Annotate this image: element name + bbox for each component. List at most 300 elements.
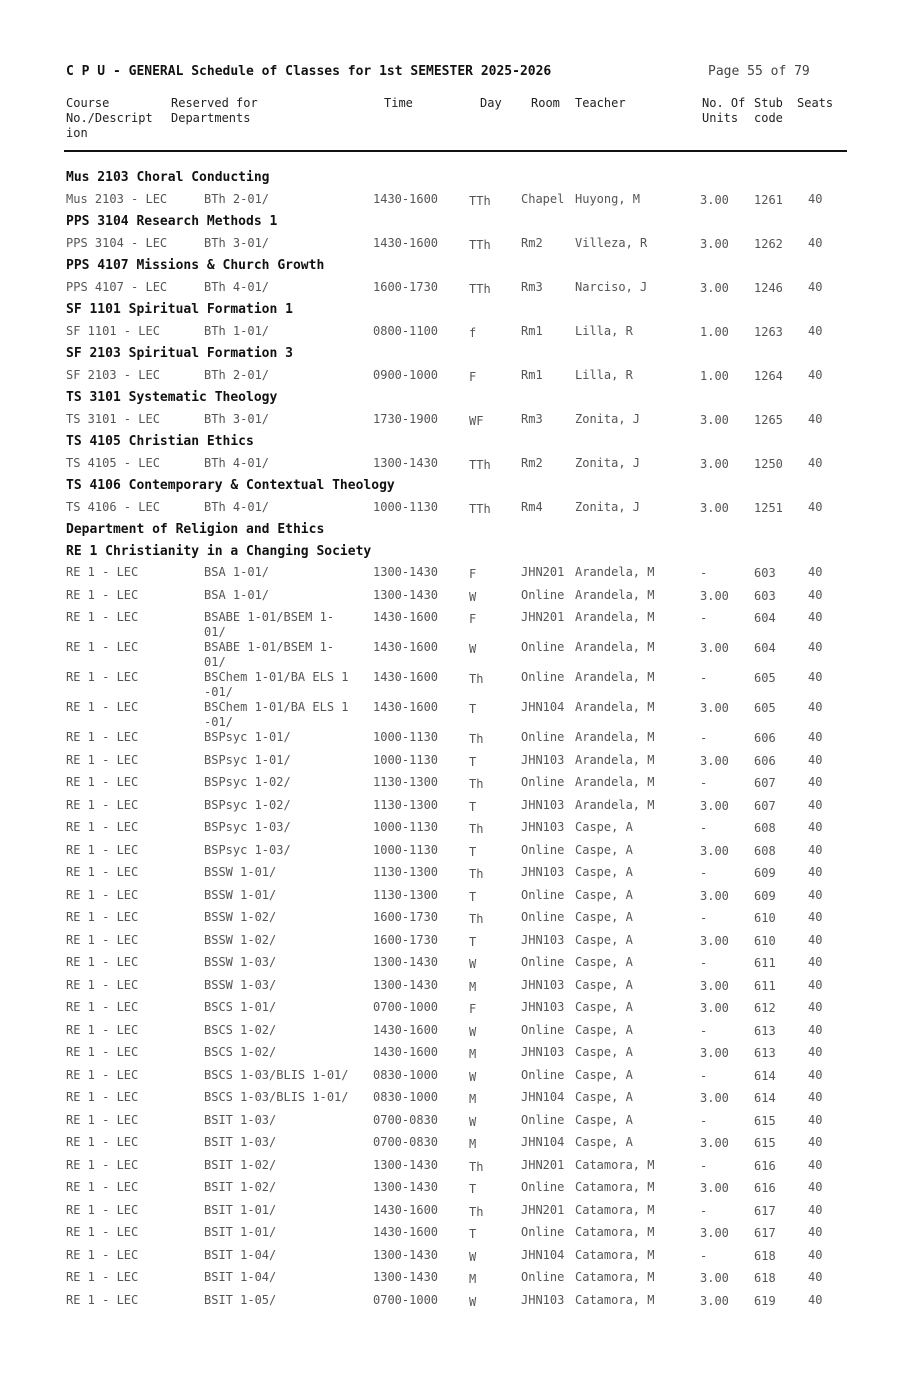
seats-cell: 40	[808, 1112, 823, 1127]
teacher-cell: Arandela, M	[575, 670, 655, 684]
stub-cell: 614	[754, 1091, 776, 1105]
teacher-cell: Arandela, M	[575, 775, 655, 789]
day-cell: M	[469, 1092, 477, 1106]
units-cell: 3.00	[700, 588, 729, 603]
teacher-cell: Arandela, M	[575, 752, 655, 767]
teacher-cell: Catamora, M	[575, 1292, 655, 1307]
units-cell: 3.00	[700, 456, 729, 471]
stub-cell: 1246	[754, 280, 783, 295]
teacher-cell: Zonita, J	[575, 455, 641, 470]
course-cell: RE 1 - LEC	[66, 700, 139, 714]
reserved-cell: BTh 1-01/	[204, 323, 270, 338]
stub-cell: 616	[754, 1181, 776, 1195]
stub-cell: 614	[754, 1068, 776, 1083]
seats-cell: 40	[808, 367, 823, 382]
room-cell: Online	[521, 1225, 565, 1239]
day-cell: WF	[469, 413, 484, 428]
units-cell: 3.00	[700, 1271, 729, 1285]
reserved-cell: BSIT 1-05/	[204, 1292, 277, 1307]
column-header-teacher: Teacher	[575, 96, 626, 110]
teacher-cell: Arandela, M	[575, 610, 655, 624]
teacher-cell: Villeza, R	[575, 235, 648, 250]
seats-cell: 40	[808, 1225, 823, 1239]
room-cell: JHN103	[521, 1045, 565, 1059]
day-cell: TTh	[469, 501, 491, 516]
reserved-cell: BSPsyc 1-01/	[204, 730, 291, 744]
stub-cell: 613	[754, 1046, 776, 1060]
room-cell: Rm4	[521, 499, 543, 514]
time-cell: 1430-1600	[373, 700, 439, 714]
reserved-cell: BSIT 1-02/	[204, 1157, 277, 1172]
units-cell: 3.00	[700, 1181, 729, 1195]
course-cell: RE 1 - LEC	[66, 1090, 139, 1104]
course-heading: Department of Religion and Ethics	[66, 522, 325, 537]
day-cell: W	[469, 589, 477, 604]
units-cell: -	[700, 731, 708, 745]
day-cell: TTh	[469, 457, 491, 472]
time-cell: 1300-1430	[373, 1247, 439, 1262]
day-cell: M	[469, 979, 477, 994]
time-cell: 1300-1430	[373, 565, 439, 579]
room-cell: Online	[521, 842, 565, 857]
teacher-cell: Arandela, M	[575, 730, 655, 744]
course-cell: RE 1 - LEC	[66, 670, 139, 684]
time-cell: 1130-1300	[373, 865, 439, 879]
seats-cell: 40	[808, 1157, 823, 1172]
stub-cell: 1262	[754, 236, 783, 251]
course-heading: RE 1 Christianity in a Changing Society	[66, 543, 372, 559]
units-cell: -	[700, 821, 708, 835]
stub-cell: 607	[754, 776, 776, 790]
teacher-cell: Lilla, R	[575, 367, 633, 382]
day-cell: Th	[469, 672, 484, 686]
reserved-cell: BSPsyc 1-03/	[204, 820, 291, 834]
seats-cell: 40	[808, 565, 823, 579]
column-header-reserved: Reserved for Departments	[171, 96, 258, 125]
room-cell: Online	[521, 670, 565, 684]
reserved-cell: BSPsyc 1-01/	[204, 752, 291, 767]
units-cell: -	[700, 1113, 708, 1128]
course-cell: RE 1 - LEC	[66, 1000, 139, 1014]
seats-cell: 40	[808, 752, 823, 767]
teacher-cell: Narciso, J	[575, 279, 648, 294]
seats-cell: 40	[808, 977, 823, 992]
seats-cell: 40	[808, 910, 823, 924]
stub-cell: 618	[754, 1248, 776, 1263]
course-cell: RE 1 - LEC	[66, 610, 139, 624]
units-cell: 3.00	[700, 843, 729, 858]
room-cell: JHN201	[521, 610, 565, 624]
reserved-cell: BSSW 1-01/	[204, 887, 277, 902]
day-cell: T	[469, 702, 477, 716]
room-cell: Online	[521, 1022, 565, 1037]
seats-cell: 40	[808, 730, 823, 744]
stub-cell: 1265	[754, 412, 783, 427]
reserved-cell: BSCS 1-02/	[204, 1045, 277, 1059]
stub-cell: 613	[754, 1023, 776, 1038]
course-heading: SF 1101 Spiritual Formation 1	[66, 302, 293, 317]
seats-cell: 40	[808, 235, 823, 250]
time-cell: 1430-1600	[373, 640, 439, 654]
seats-cell: 40	[808, 887, 823, 902]
day-cell: W	[469, 1114, 477, 1129]
teacher-cell: Caspe, A	[575, 1135, 633, 1149]
day-cell: F	[469, 369, 477, 384]
stub-cell: 1250	[754, 456, 783, 471]
stub-cell: 604	[754, 641, 776, 655]
teacher-cell: Arandela, M	[575, 640, 655, 654]
day-cell: f	[469, 325, 477, 340]
column-header-room: Room	[531, 96, 560, 110]
reserved-cell: BTh 2-01/	[204, 367, 270, 382]
teacher-cell: Caspe, A	[575, 1022, 633, 1037]
course-heading: TS 4105 Christian Ethics	[66, 434, 254, 449]
day-cell: W	[469, 1024, 477, 1039]
units-cell: 3.00	[700, 1046, 729, 1060]
seats-cell: 40	[808, 1270, 823, 1284]
day-cell: T	[469, 754, 477, 769]
room-cell: JHN104	[521, 700, 565, 714]
day-cell: T	[469, 844, 477, 859]
teacher-cell: Catamora, M	[575, 1270, 655, 1284]
reserved-cell: BSPsyc 1-02/	[204, 797, 291, 812]
units-cell: -	[700, 956, 708, 970]
column-header-units: No. Of Units	[702, 96, 746, 125]
time-cell: 1000-1130	[373, 730, 439, 744]
teacher-cell: Caspe, A	[575, 1045, 633, 1059]
course-cell: RE 1 - LEC	[66, 1270, 139, 1284]
course-heading: PPS 4107 Missions & Church Growth	[66, 258, 325, 273]
reserved-cell: BSPsyc 1-03/	[204, 842, 291, 857]
page-header-title: C P U - GENERAL Schedule of Classes for 1st SEMESTER 2025-2026	[66, 64, 552, 79]
time-cell: 1430-1600	[373, 670, 439, 684]
time-cell: 1000-1130	[373, 820, 439, 834]
time-cell: 1000-1130	[373, 842, 439, 857]
reserved-cell: BSIT 1-01/	[204, 1225, 277, 1239]
room-cell: JHN201	[521, 565, 565, 579]
teacher-cell: Catamora, M	[575, 1225, 655, 1239]
day-cell: Th	[469, 912, 484, 926]
seats-cell: 40	[808, 640, 823, 654]
stub-cell: 611	[754, 956, 776, 970]
day-cell: Th	[469, 732, 484, 746]
reserved-cell: BSABE 1-01/BSEM 1- 01/	[204, 610, 335, 639]
units-cell: -	[700, 1158, 708, 1173]
teacher-cell: Catamora, M	[575, 1157, 655, 1172]
units-cell: 3.00	[700, 412, 729, 427]
seats-cell: 40	[808, 670, 823, 684]
teacher-cell: Caspe, A	[575, 842, 633, 857]
teacher-cell: Caspe, A	[575, 910, 633, 924]
time-cell: 0800-1100	[373, 323, 439, 338]
units-cell: 3.00	[700, 978, 729, 993]
reserved-cell: BSIT 1-01/	[204, 1202, 277, 1217]
time-cell: 1600-1730	[373, 932, 439, 947]
teacher-cell: Huyong, M	[575, 191, 641, 206]
course-cell: TS 4105 - LEC	[66, 455, 160, 470]
stub-cell: 610	[754, 911, 776, 925]
teacher-cell: Arandela, M	[575, 587, 655, 602]
course-cell: RE 1 - LEC	[66, 1225, 139, 1239]
room-cell: Chapel	[521, 191, 565, 206]
course-cell: RE 1 - LEC	[66, 932, 139, 947]
stub-cell: 603	[754, 566, 776, 580]
units-cell: 3.00	[700, 500, 729, 515]
seats-cell: 40	[808, 1067, 823, 1082]
column-header-time: Time	[384, 96, 413, 110]
time-cell: 0700-0830	[373, 1112, 439, 1127]
reserved-cell: BTh 2-01/	[204, 191, 270, 206]
stub-cell: 615	[754, 1136, 776, 1150]
units-cell: -	[700, 1203, 708, 1218]
course-cell: RE 1 - LEC	[66, 865, 139, 879]
time-cell: 1300-1430	[373, 977, 439, 992]
course-cell: RE 1 - LEC	[66, 752, 139, 767]
time-cell: 0830-1000	[373, 1067, 439, 1082]
time-cell: 1430-1600	[373, 1022, 439, 1037]
units-cell: -	[700, 611, 708, 625]
time-cell: 1600-1730	[373, 279, 439, 294]
day-cell: F	[469, 612, 477, 626]
day-cell: T	[469, 799, 477, 814]
time-cell: 0830-1000	[373, 1090, 439, 1104]
units-cell: -	[700, 866, 708, 880]
room-cell: JHN103	[521, 1000, 565, 1014]
units-cell: 3.00	[700, 1293, 729, 1308]
room-cell: JHN103	[521, 865, 565, 879]
day-cell: W	[469, 1294, 477, 1309]
stub-cell: 608	[754, 821, 776, 835]
column-header-day: Day	[480, 96, 502, 110]
stub-cell: 617	[754, 1226, 776, 1240]
units-cell: 3.00	[700, 798, 729, 813]
course-cell: RE 1 - LEC	[66, 1067, 139, 1082]
time-cell: 1430-1600	[373, 1202, 439, 1217]
time-cell: 1430-1600	[373, 235, 439, 250]
time-cell: 1300-1430	[373, 1180, 439, 1194]
day-cell: TTh	[469, 281, 491, 296]
units-cell: 3.00	[700, 1136, 729, 1150]
room-cell: Online	[521, 1270, 565, 1284]
room-cell: Rm1	[521, 367, 543, 382]
seats-cell: 40	[808, 932, 823, 947]
reserved-cell: BSA 1-01/	[204, 565, 270, 579]
reserved-cell: BSCS 1-01/	[204, 1000, 277, 1014]
teacher-cell: Caspe, A	[575, 865, 633, 879]
time-cell: 0700-0830	[373, 1135, 439, 1149]
seats-cell: 40	[808, 1045, 823, 1059]
reserved-cell: BTh 3-01/	[204, 235, 270, 250]
room-cell: JHN104	[521, 1090, 565, 1104]
teacher-cell: Arandela, M	[575, 797, 655, 812]
course-cell: RE 1 - LEC	[66, 587, 139, 602]
time-cell: 1300-1430	[373, 587, 439, 602]
units-cell: -	[700, 671, 708, 685]
day-cell: F	[469, 567, 477, 581]
reserved-cell: BSA 1-01/	[204, 587, 270, 602]
room-cell: Rm3	[521, 411, 543, 426]
teacher-cell: Caspe, A	[575, 977, 633, 992]
seats-cell: 40	[808, 191, 823, 206]
room-cell: JHN103	[521, 820, 565, 834]
units-cell: 3.00	[700, 1001, 729, 1015]
units-cell: 3.00	[700, 280, 729, 295]
day-cell: W	[469, 642, 477, 656]
stub-cell: 606	[754, 753, 776, 768]
day-cell: F	[469, 1002, 477, 1016]
room-cell: JHN104	[521, 1247, 565, 1262]
reserved-cell: BSIT 1-04/	[204, 1247, 277, 1262]
column-header-seats: Seats	[797, 96, 834, 110]
teacher-cell: Catamora, M	[575, 1180, 655, 1194]
stub-cell: 611	[754, 978, 776, 993]
course-heading: PPS 3104 Research Methods 1	[66, 214, 278, 229]
time-cell: 0900-1000	[373, 367, 439, 382]
reserved-cell: BSSW 1-03/	[204, 955, 277, 969]
course-cell: RE 1 - LEC	[66, 1292, 139, 1307]
day-cell: T	[469, 934, 477, 949]
room-cell: Online	[521, 1180, 565, 1194]
column-header-course: Course No./Descript ion	[66, 96, 153, 140]
course-cell: RE 1 - LEC	[66, 977, 139, 992]
reserved-cell: BSChem 1-01/BA ELS 1 -01/	[204, 700, 349, 729]
units-cell: 3.00	[700, 236, 729, 251]
course-cell: RE 1 - LEC	[66, 1157, 139, 1172]
seats-cell: 40	[808, 820, 823, 834]
room-cell: Rm1	[521, 323, 543, 338]
reserved-cell: BSSW 1-02/	[204, 910, 277, 924]
course-cell: RE 1 - LEC	[66, 1022, 139, 1037]
time-cell: 1430-1600	[373, 191, 439, 206]
teacher-cell: Caspe, A	[575, 1112, 633, 1127]
reserved-cell: BTh 4-01/	[204, 279, 270, 294]
day-cell: M	[469, 1047, 477, 1061]
time-cell: 1300-1430	[373, 455, 439, 470]
teacher-cell: Caspe, A	[575, 1090, 633, 1104]
course-cell: RE 1 - LEC	[66, 1112, 139, 1127]
stub-cell: 616	[754, 1158, 776, 1173]
course-cell: RE 1 - LEC	[66, 910, 139, 924]
units-cell: 3.00	[700, 933, 729, 948]
course-cell: RE 1 - LEC	[66, 887, 139, 902]
units-cell: -	[700, 566, 708, 580]
course-cell: RE 1 - LEC	[66, 1202, 139, 1217]
time-cell: 1000-1130	[373, 752, 439, 767]
seats-cell: 40	[808, 279, 823, 294]
day-cell: Th	[469, 822, 484, 836]
room-cell: JHN103	[521, 797, 565, 812]
course-cell: SF 1101 - LEC	[66, 323, 160, 338]
reserved-cell: BSIT 1-03/	[204, 1135, 277, 1149]
course-cell: RE 1 - LEC	[66, 565, 139, 579]
time-cell: 1000-1130	[373, 499, 439, 514]
reserved-cell: BSIT 1-04/	[204, 1270, 277, 1284]
course-cell: Mus 2103 - LEC	[66, 191, 168, 206]
stub-cell: 1251	[754, 500, 783, 515]
seats-cell: 40	[808, 1247, 823, 1262]
day-cell: T	[469, 889, 477, 904]
units-cell: -	[700, 1248, 708, 1263]
time-cell: 1300-1430	[373, 1157, 439, 1172]
seats-cell: 40	[808, 1202, 823, 1217]
units-cell: 3.00	[700, 1226, 729, 1240]
course-cell: RE 1 - LEC	[66, 640, 139, 654]
reserved-cell: BSCS 1-03/BLIS 1-01/	[204, 1067, 349, 1082]
room-cell: Online	[521, 587, 565, 602]
course-cell: TS 4106 - LEC	[66, 499, 160, 514]
room-cell: Rm3	[521, 279, 543, 294]
seats-cell: 40	[808, 1090, 823, 1104]
stub-cell: 618	[754, 1271, 776, 1285]
course-cell: RE 1 - LEC	[66, 1247, 139, 1262]
day-cell: M	[469, 1272, 477, 1286]
reserved-cell: BSSW 1-03/	[204, 977, 277, 992]
seats-cell: 40	[808, 610, 823, 624]
course-heading: SF 2103 Spiritual Formation 3	[66, 346, 293, 361]
units-cell: 3.00	[700, 888, 729, 903]
time-cell: 1430-1600	[373, 610, 439, 624]
units-cell: 3.00	[700, 753, 729, 768]
room-cell: JHN103	[521, 977, 565, 992]
course-cell: RE 1 - LEC	[66, 955, 139, 969]
seats-cell: 40	[808, 1135, 823, 1149]
time-cell: 1600-1730	[373, 910, 439, 924]
teacher-cell: Lilla, R	[575, 323, 633, 338]
time-cell: 1300-1430	[373, 955, 439, 969]
course-cell: RE 1 - LEC	[66, 775, 139, 789]
day-cell: TTh	[469, 237, 491, 252]
stub-cell: 607	[754, 798, 776, 813]
day-cell: Th	[469, 867, 484, 881]
time-cell: 1130-1300	[373, 887, 439, 902]
day-cell: M	[469, 1137, 477, 1151]
stub-cell: 1264	[754, 368, 783, 383]
seats-cell: 40	[808, 323, 823, 338]
course-cell: SF 2103 - LEC	[66, 367, 160, 382]
room-cell: JHN201	[521, 1157, 565, 1172]
stub-cell: 617	[754, 1203, 776, 1218]
reserved-cell: BSChem 1-01/BA ELS 1 -01/	[204, 670, 349, 699]
teacher-cell: Catamora, M	[575, 1202, 655, 1217]
reserved-cell: BSCS 1-02/	[204, 1022, 277, 1037]
room-cell: Rm2	[521, 455, 543, 470]
room-cell: Online	[521, 955, 565, 969]
stub-cell: 609	[754, 888, 776, 903]
teacher-cell: Caspe, A	[575, 932, 633, 947]
course-cell: PPS 3104 - LEC	[66, 235, 168, 250]
room-cell: JHN103	[521, 932, 565, 947]
seats-cell: 40	[808, 775, 823, 789]
stub-cell: 608	[754, 843, 776, 858]
day-cell: Th	[469, 1204, 484, 1219]
course-cell: RE 1 - LEC	[66, 820, 139, 834]
seats-cell: 40	[808, 700, 823, 714]
time-cell: 1430-1600	[373, 1225, 439, 1239]
stub-cell: 609	[754, 866, 776, 880]
stub-cell: 606	[754, 731, 776, 745]
day-cell: W	[469, 1249, 477, 1264]
time-cell: 1300-1430	[373, 1270, 439, 1284]
seats-cell: 40	[808, 1022, 823, 1037]
teacher-cell: Caspe, A	[575, 1067, 633, 1082]
room-cell: Online	[521, 775, 565, 789]
course-cell: RE 1 - LEC	[66, 1180, 139, 1194]
units-cell: -	[700, 911, 708, 925]
course-heading: TS 4106 Contemporary & Contextual Theology	[66, 478, 395, 493]
course-cell: RE 1 - LEC	[66, 1135, 139, 1149]
stub-cell: 615	[754, 1113, 776, 1128]
time-cell: 0700-1000	[373, 1000, 439, 1014]
